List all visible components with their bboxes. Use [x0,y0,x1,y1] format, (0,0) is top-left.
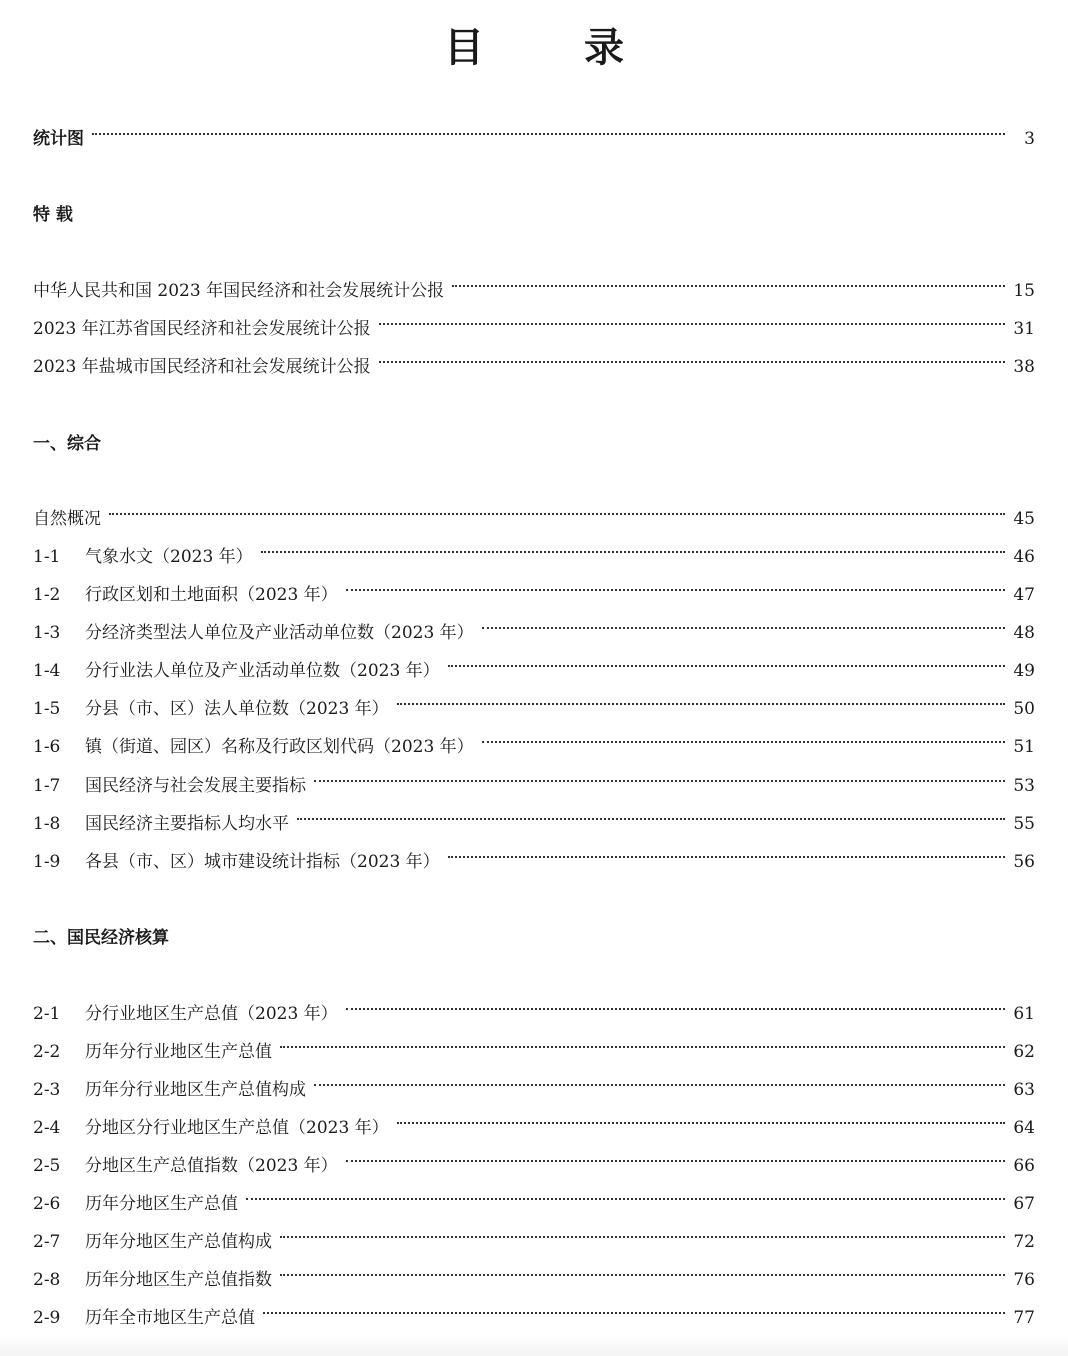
leader-dots [314,1084,1005,1086]
toc-entry-label: 2023 年江苏省国民经济和社会发展统计公报 [33,319,371,339]
toc-entry[interactable] [33,1305,1035,1331]
toc-entry-page: 51 [1013,737,1035,757]
toc-entry-page: 76 [1013,1270,1035,1290]
toc-entry[interactable] [33,1267,1035,1293]
toc-entry[interactable] [33,1077,1035,1103]
toc-entry-label: 2023 年盐城市国民经济和社会发展统计公报 [33,357,371,377]
toc-entry-label: 国民经济与社会发展主要指标 [85,776,306,796]
toc-entry-label: 历年分地区生产总值 [85,1194,238,1214]
toc-entry-label: 国民经济主要指标人均水平 [85,814,289,834]
toc-entry-number: 1-3 [33,623,61,643]
toc-entry-page: 66 [1013,1156,1035,1176]
leader-dots [346,1160,1005,1162]
toc-entry-label: 统计图 [33,129,84,149]
leader-dots [379,323,1005,325]
toc-entry-page: 15 [1013,281,1035,301]
toc-entry[interactable] [33,734,1035,760]
leader-dots [482,627,1005,629]
toc-entry-number: 1-8 [33,814,61,834]
toc-entry-page: 62 [1013,1042,1035,1062]
toc-entry-label: 中华人民共和国 2023 年国民经济和社会发展统计公报 [33,281,445,301]
toc-entry-number: 1-1 [33,547,61,567]
toc-entry-number: 2-3 [33,1080,61,1100]
toc-entry-page: 64 [1013,1118,1035,1138]
toc-entry-number: 2-1 [33,1004,61,1024]
toc-entry-label: 各县（市、区）城市建设统计指标（2023 年） [85,852,440,872]
toc-entry-label: 气象水文（2023 年） [85,547,253,567]
toc-entry[interactable] [33,506,1035,532]
toc-entry-number: 1-6 [33,737,61,757]
toc-entry[interactable] [33,354,1035,380]
leader-dots [109,513,1005,515]
leader-dots [379,361,1005,363]
leader-dots [263,1312,1005,1314]
leader-dots [280,1274,1005,1276]
toc-entry-page: 67 [1013,1194,1035,1214]
toc-entry-number: 2-4 [33,1118,61,1138]
toc-entry-page: 50 [1013,699,1035,719]
toc-entry-label: 镇（街道、园区）名称及行政区划代码（2023 年） [85,737,474,757]
toc-entry[interactable] [33,811,1035,837]
section-heading-2: 二、国民经济核算 [33,928,169,948]
toc-entry-charts[interactable] [33,126,1035,152]
toc-entry-page: 77 [1013,1308,1035,1328]
section-heading-1: 一、综合 [33,434,101,454]
toc-entry-label: 分经济类型法人单位及产业活动单位数（2023 年） [85,623,474,643]
toc-entry[interactable] [33,316,1035,342]
page-title [0,22,1068,74]
toc-entry-page: 31 [1013,319,1035,339]
toc-entry[interactable] [33,849,1035,875]
leader-dots [314,780,1005,782]
toc-entry-label: 历年分行业地区生产总值构成 [85,1080,306,1100]
toc-entry-page: 63 [1013,1080,1035,1100]
toc-entry[interactable] [33,658,1035,684]
leader-dots [280,1046,1005,1048]
toc-entry[interactable] [33,1191,1035,1217]
toc-entry-number: 1-7 [33,776,61,796]
toc-entry-page: 55 [1013,814,1035,834]
toc-entry[interactable] [33,278,1035,304]
toc-entry-label: 行政区划和土地面积（2023 年） [85,585,338,605]
toc-entry-page: 3 [1024,129,1035,149]
toc-entry-number: 2-7 [33,1232,61,1252]
toc-entry-label: 分行业法人单位及产业活动单位数（2023 年） [85,661,440,681]
leader-dots [346,1008,1005,1010]
leader-dots [297,818,1005,820]
toc-entry-label: 历年分地区生产总值构成 [85,1232,272,1252]
leader-dots [482,741,1005,743]
toc-entry-label: 历年分行业地区生产总值 [85,1042,272,1062]
title-char-1: 目 [444,24,484,71]
page-bottom-shadow [0,1334,1068,1356]
toc-entry-page: 38 [1013,357,1035,377]
toc-entry-number: 2-6 [33,1194,61,1214]
toc-entry-page: 48 [1013,623,1035,643]
toc-entry[interactable] [33,544,1035,570]
toc-entry-page: 61 [1013,1004,1035,1024]
toc-entry[interactable] [33,582,1035,608]
toc-entry[interactable] [33,620,1035,646]
toc-entry-page: 47 [1013,585,1035,605]
toc-entry-number: 1-4 [33,661,61,681]
toc-entry-number: 1-5 [33,699,61,719]
toc-entry-label: 自然概况 [33,509,101,529]
toc-entry[interactable] [33,1229,1035,1255]
leader-dots [397,703,1005,705]
toc-entry-number: 2-5 [33,1156,61,1176]
toc-entry-page: 53 [1013,776,1035,796]
leader-dots [280,1236,1005,1238]
toc-entry-label: 历年分地区生产总值指数 [85,1270,272,1290]
toc-entry-label: 历年全市地区生产总值 [85,1308,255,1328]
toc-entry-page: 46 [1013,547,1035,567]
leader-dots [346,589,1005,591]
toc-entry-page: 72 [1013,1232,1035,1252]
toc-entry[interactable] [33,696,1035,722]
toc-entry-number: 2-8 [33,1270,61,1290]
toc-entry-label: 分地区分行业地区生产总值（2023 年） [85,1118,389,1138]
toc-entry-number: 2-9 [33,1308,61,1328]
toc-entry[interactable] [33,1153,1035,1179]
toc-entry[interactable] [33,1039,1035,1065]
toc-entry-page: 56 [1013,852,1035,872]
toc-entry[interactable] [33,773,1035,799]
toc-entry[interactable] [33,1115,1035,1141]
leader-dots [246,1198,1005,1200]
leader-dots [448,856,1005,858]
toc-entry-page: 45 [1013,509,1035,529]
toc-entry-label: 分县（市、区）法人单位数（2023 年） [85,699,389,719]
section-heading-special: 特 载 [33,205,73,225]
leader-dots [92,133,1005,135]
leader-dots [452,285,1005,287]
toc-entry-page: 49 [1013,661,1035,681]
toc-entry[interactable] [33,1001,1035,1027]
toc-entry-number: 1-9 [33,852,61,872]
toc-entry-number: 2-2 [33,1042,61,1062]
leader-dots [448,665,1005,667]
leader-dots [261,551,1005,553]
toc-entry-number: 1-2 [33,585,61,605]
title-char-2: 录 [584,24,624,71]
toc-entry-label: 分地区生产总值指数（2023 年） [85,1156,338,1176]
toc-entry-label: 分行业地区生产总值（2023 年） [85,1004,338,1024]
leader-dots [397,1122,1005,1124]
